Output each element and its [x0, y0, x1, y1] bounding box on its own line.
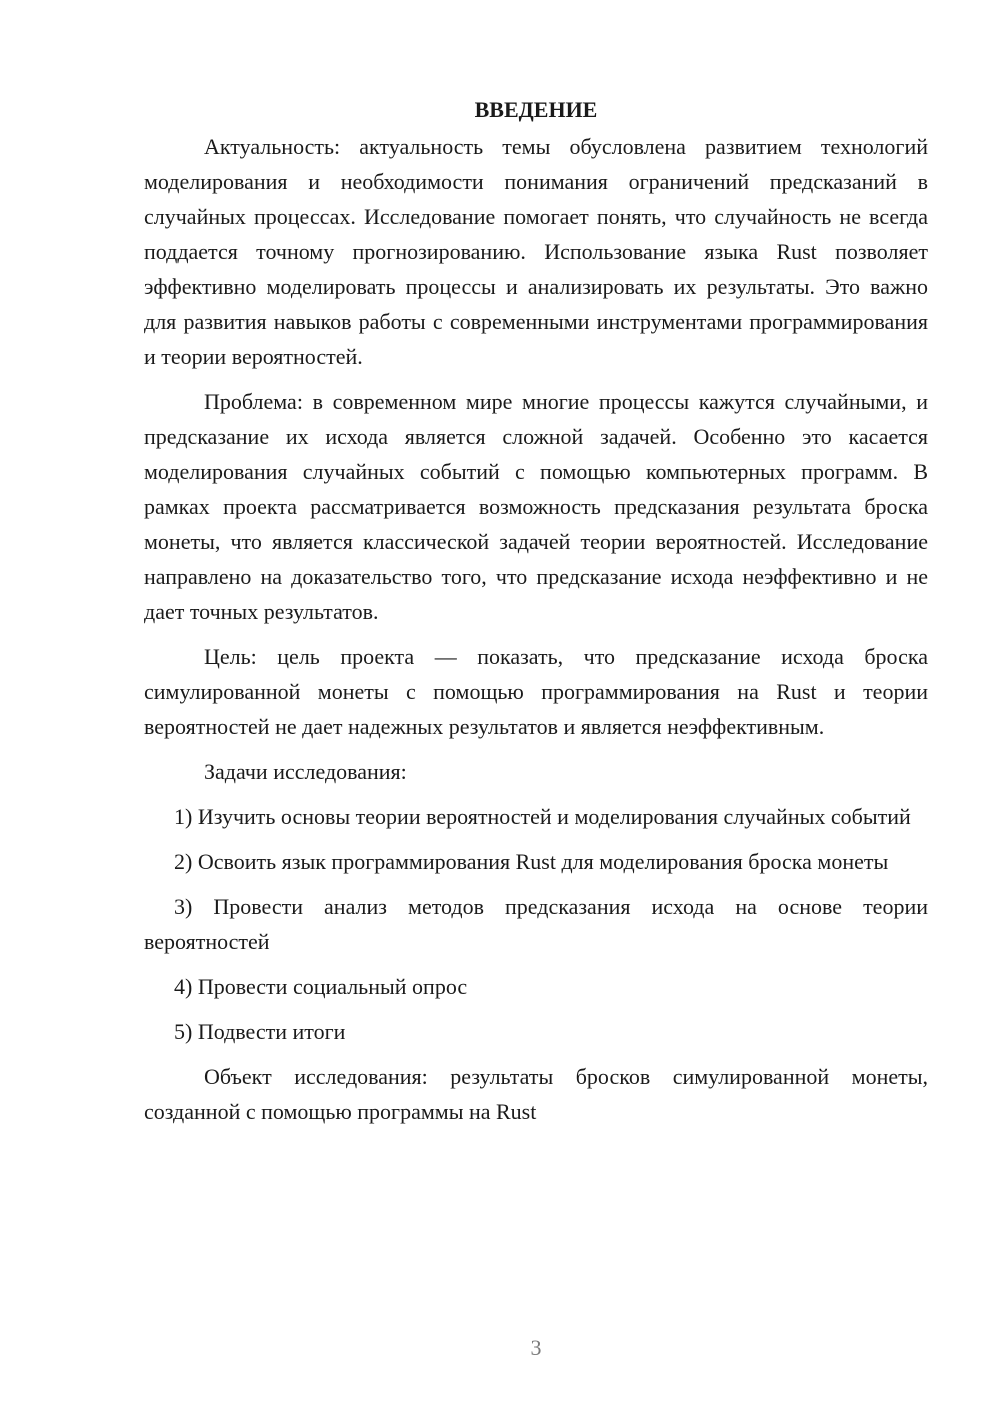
- relevance-paragraph: Актуальность: актуальность темы обусловлена развитием технологий моделирования и необходимости понимания ограничений предсказаний в случайных процессах. Исследование помогает понять, что случайность не всегда поддается точному прогнозированию. Использование языка Rust позволяет эффективно моделировать процессы и анализировать их результаты. Это важно для развития навыков работы с современными инструментами программирования и теории вероятностей.: [144, 134, 928, 369]
- tasks-heading: Задачи исследования:: [204, 759, 407, 784]
- goal-paragraph: Цель: цель проекта — показать, что предсказание исхода броска симулированной монеты с помощью программирования на Rust и теории вероятностей не дает надежных результатов и является неэффективным.: [144, 644, 928, 739]
- task-item: 5) Подвести итоги: [174, 1019, 346, 1044]
- problem-paragraph: Проблема: в современном мире многие процессы кажутся случайными, и предсказание их исхода является сложной задачей. Особенно это касается моделирования случайных событий с помощью компьютерных программ. В рамках проекта рассматривается возможность предсказания результата броска монеты, что является классической задачей теории вероятностей. Исследование направлено на доказательство того, что предсказание исхода неэффективно и не дает точных результатов.: [144, 389, 928, 624]
- section-title: ВВЕДЕНИЕ: [474, 97, 598, 122]
- task-item: 3) Провести анализ методов предсказания исхода на основе теории вероятностей: [144, 894, 928, 954]
- page-number: 3: [530, 1335, 542, 1360]
- task-item: 4) Провести социальный опрос: [174, 974, 468, 999]
- task-item: 2) Освоить язык программирования Rust для моделирования броска монеты: [174, 849, 889, 874]
- task-item: 1) Изучить основы теории вероятностей и моделирования случайных событий: [174, 804, 911, 829]
- tasks-list: [144, 799, 928, 1049]
- object-paragraph: Объект исследования: результаты бросков симулированной монеты, созданной с помощью программы на Rust: [144, 1064, 928, 1124]
- page-content: [144, 92, 928, 1139]
